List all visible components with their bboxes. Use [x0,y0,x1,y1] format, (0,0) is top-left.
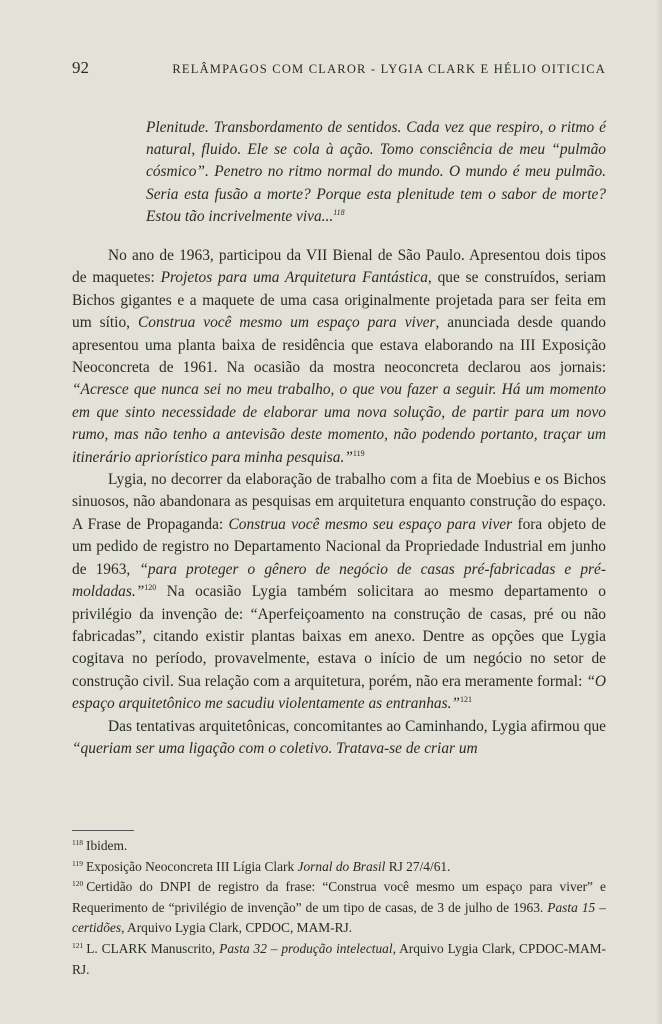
footnote-italic: Pasta 32 – produção intelectual [219,940,393,956]
footnote-text: Ibidem. [85,838,128,853]
footnote-number: 121 [72,940,84,950]
page-header [72,58,606,80]
body-text [72,245,606,760]
page-edge-shadow [656,0,662,1024]
running-title: RELÂMPAGOS COM CLAROR - LYGIA CLARK E HÉLIO OITICICA [172,62,606,76]
footnote-text: , Arquivo Lygia Clark, CPDOC, MAM-RJ. [121,920,353,936]
epigraph-text: Plenitude. Transbordamento de sentidos. Cada vez que respiro, o ritmo é natural, fluido. Ele se cola à ação. Tomo consciência de meu “pulmão cósmico”. Penetro no ritmo normal do mundo. O mundo é meu pulmão. Seria esta fusão a morte? Porque esta plenitude tem o sabor de morte? Estou tão incrivelmente viva... [146,119,606,225]
page-number: 92 [72,58,89,77]
footnote-number: 119 [72,858,83,868]
footnote-italic: Pasta 15 – certidões [72,899,606,936]
paragraph-3 [72,716,606,761]
paragraph-2 [72,469,606,715]
footnote-number: 118 [72,838,83,847]
text-run: , que se construídos, seriam Bichos gigantes e a maquete de uma casa originalmente projetada para ser feita em um sítio, [72,269,606,332]
text-run: fora objeto de um pedido de registro no Departamento Nacional da Propriedade Industrial em junho de 1963, [72,515,606,578]
footnote-divider [72,830,134,831]
footnote-text: Certidão do DNPI de registro da frase: “Construa você mesmo um espaço para viver” e Requerimento de “privilégio de invenção” de um tipo de casas, de 3 de julho de 1963. [72,879,606,915]
paragraph-1 [72,245,606,469]
italic-run: “para proteger o gênero de negócio de casas pré-fabricadas e pré-moldadas.” [72,560,606,601]
footnote-119 [72,857,606,878]
footnote-118 [72,836,606,857]
footnote-121 [72,939,606,980]
text-run: Das tentativas arquitetônicas, concomitantes ao Caminhando, Lygia afirmou que [108,717,606,735]
text-run: Na ocasião Lygia também solicitara ao mesmo departamento o privilégio da invenção de: “Aperfeiçoamento na construção de casas, pré ou não fabricadas”, citando existir plantas baixas em anexo. Dentre as opções que Lygia cogitava no período, provavelmente, estava o início de um negócio no setor de construção civil. Sua relação com a arquitetura, porém, não era meramente formal: [72,583,606,690]
italic-run: Construa você mesmo seu espaço para viver [228,515,513,533]
footnote-italic: Jornal do Brasil [297,858,386,874]
footnote-ref-118: 118 [333,207,345,217]
italic-run: Construa você mesmo um espaço para viver [137,314,436,332]
footnote-ref-120: 120 [144,583,157,593]
footnote-ref-121: 121 [459,695,472,705]
text-run: No ano de 1963, participou da VII Bienal de São Paulo. Apresentou dois tipos de maquetes: [72,247,606,287]
italic-run: Projetos para uma Arquitetura Fantástica [160,269,428,287]
footnote-text: , Arquivo Lygia Clark, CPDOC-MAM-RJ. [72,940,606,977]
italic-run: “O espaço arquitetônico me sacudiu violentamente as entranhas.” [72,672,606,713]
footnote-text: L. CLARK Manuscrito, [86,940,220,956]
text-run: Lygia, no decorrer da elaboração de trabalho com a fita de Moebius e os Bichos sinuosos, não abandonara as pesquisas em arquitetura enquanto construção do espaço. A Frase de Propaganda: [72,471,606,533]
footnote-number: 120 [72,879,84,889]
footnote-text: Exposição Neoconcreta III Lígia Clark [85,858,298,874]
italic-run: “Acresce que nunca sei no meu trabalho, o que vou fazer a seguir. Há um momento em que sinto necessidade de elaborar uma nova solução, de partir para um novo rumo, mas não tenho a antevisão deste momento, não podendo portanto, traçar um itinerário apriorístico para minha pesquisa.” [72,381,606,466]
footnote-ref-119: 119 [352,448,365,458]
text-run: , anunciada desde quando apresentou uma planta baixa de residência que estava elaborando na III Exposição Neoconcreta de 1961. Na ocasião da mostra neoconcreta declarou aos jornais: [72,314,606,377]
footnotes [72,836,606,980]
footnote-120 [72,877,606,939]
italic-run: “queriam ser uma ligação com o coletivo. Tratava-se de criar um [72,739,478,757]
epigraph-quote [146,117,606,228]
footnote-text: RJ 27/4/61. [385,858,451,874]
